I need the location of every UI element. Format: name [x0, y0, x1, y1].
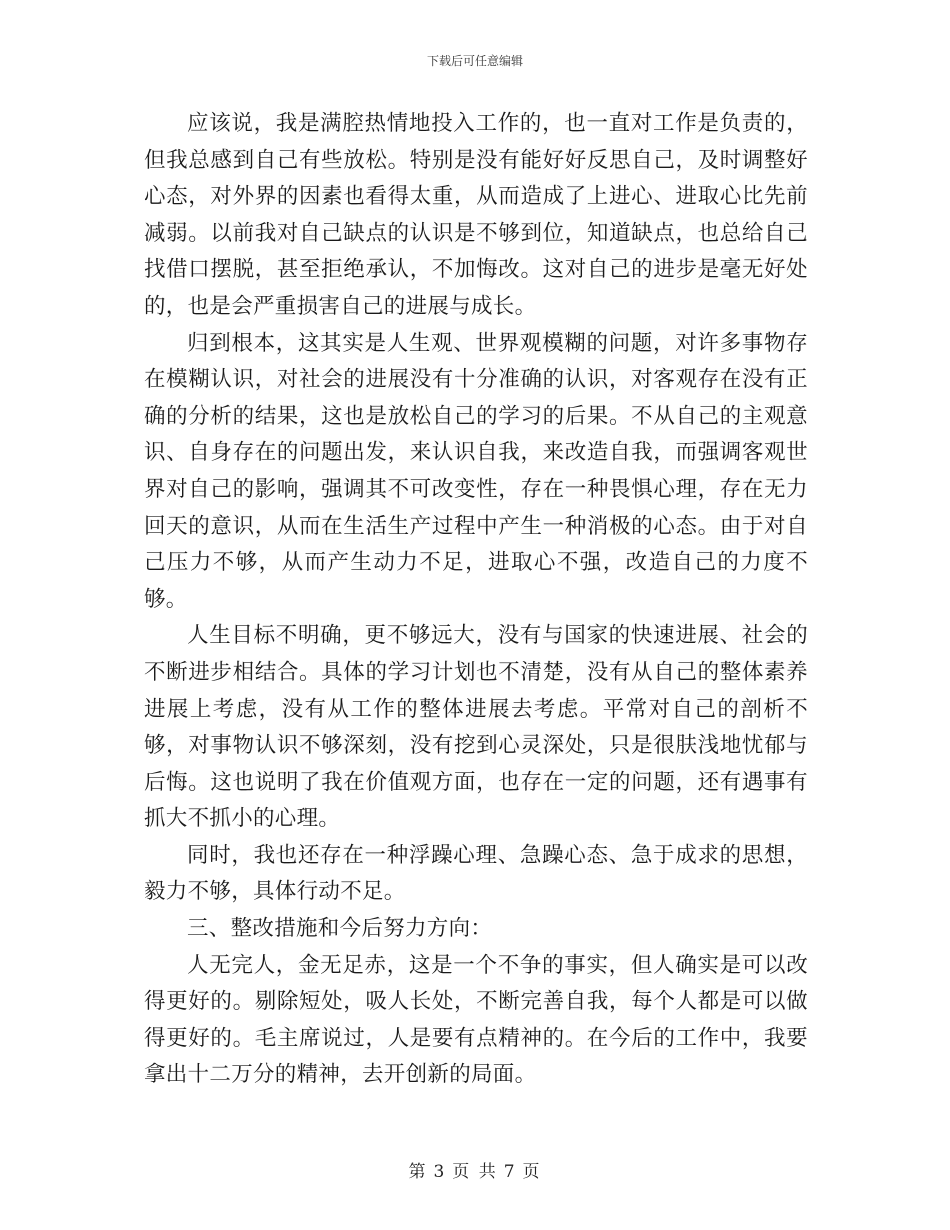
footer-middle: 页 共 — [452, 1162, 498, 1182]
paragraph-2: 归到根本，这其实是人生观、世界观模糊的问题，对许多事物存在模糊认识，对社会的进展没有十分准确的认识，对客观存在没有正确的分析的结果，这也是放松自己的学习的后果。不从自己的主观意识、自身存在的问题出发，来认识自我，来改造自我，而强调客观世界对自己的影响，强调其不可改变性，存在一种畏惧心理，存在无力回天的意识，从而在生活生产过程中产生一种消极的心态。由于对自己压力不够，从而产生动力不足，进取心不强，改造自己的力度不够。 — [144, 330, 808, 612]
paragraph-4: 同时，我也还存在一种浮躁心理、急躁心态、急于成求的思想，毅力不够，具体行动不足。 — [144, 842, 808, 905]
page-footer — [0, 1157, 950, 1182]
document-body — [144, 106, 808, 1094]
paragraph-1: 应该说，我是满腔热情地投入工作的，也一直对工作是负责的，但我总感到自己有些放松。特别是没有能好好反思自己，及时调整好心态，对外界的因素也看得太重，从而造成了上进心、进取心比先前减弱。以前我对自己缺点的认识是不够到位，知道缺点，也总给自己找借口摆脱，甚至拒绝承认，不加悔改。这对自己的进步是毫无好处的，也是会严重损害自己的进展与成长。 — [144, 111, 808, 319]
page-header: 下载后可任意编辑 — [426, 54, 523, 68]
section-heading: 三、整改措施和今后努力方向： — [187, 916, 493, 942]
total-page-number: 7 — [503, 1162, 517, 1182]
paragraph-3: 人生目标不明确，更不够远大，没有与国家的快速进展、社会的不断进步相结合。具体的学习计划也不清楚，没有从自己的整体素养进展上考虑，没有从工作的整体进展去考虑。平常对自己的剖析不够，对事物认识不够深刻，没有挖到心灵深处，只是很肤浅地忧郁与后悔。这也说明了我在价值观方面，也存在一定的问题，还有遇事有抓大不抓小的心理。 — [144, 623, 808, 832]
footer-prefix: 第 — [408, 1162, 428, 1182]
current-page-number: 3 — [433, 1162, 447, 1182]
footer-suffix: 页 — [522, 1162, 542, 1182]
paragraph-5: 人无完人，金无足赤，这是一个不争的事实，但人确实是可以改得更好的。剔除短处，吸人长处，不断完善自我，每个人都是可以做得更好的。毛主席说过，人是要有点精神的。在今后的工作中，我要拿出十二万分的精神，去开创新的局面。 — [144, 952, 808, 1088]
